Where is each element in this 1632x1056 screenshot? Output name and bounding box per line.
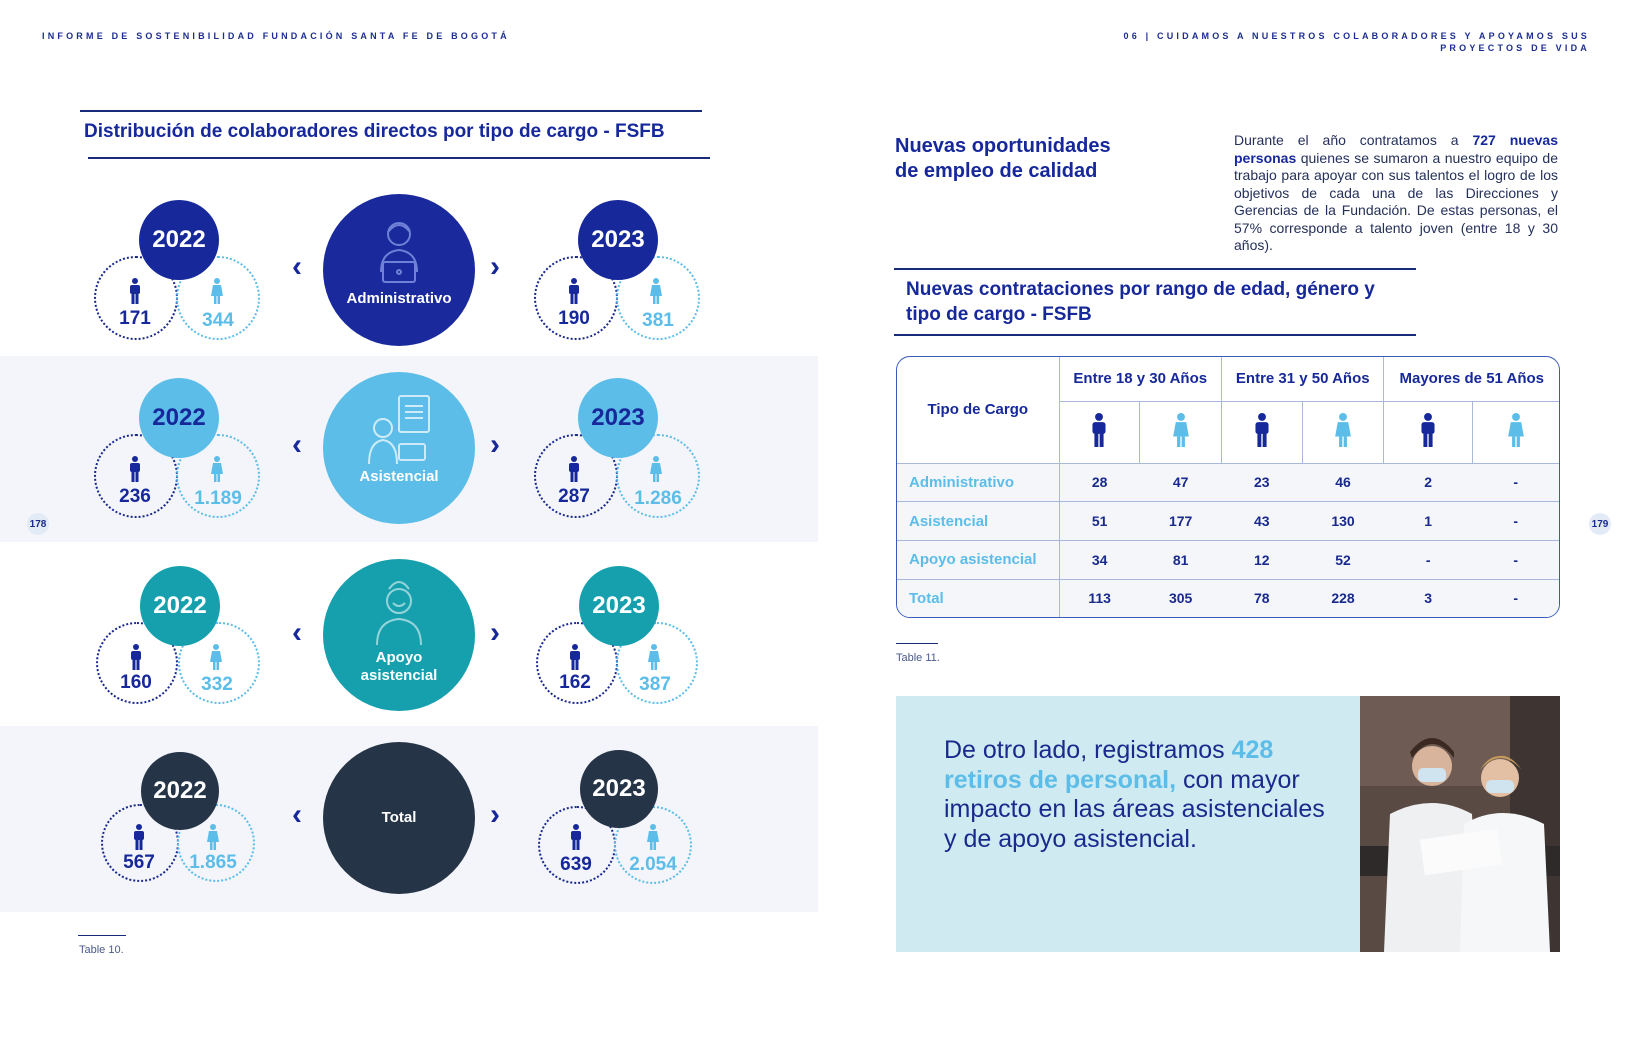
chevron-left-icon: ‹ — [292, 428, 302, 461]
title-rule-top — [80, 110, 702, 112]
callout-pre: De otro lado, registramos — [944, 736, 1232, 764]
support-worker-icon — [359, 573, 439, 653]
callout-text — [944, 736, 1334, 854]
category-circle-apoyo-asistencial — [323, 559, 475, 711]
para-post: quienes se sumaron a nuestro equipo de trabajo para apoyar con sus talentos el logro de los objetivos de cada una de las Direcciones y Gerencias de la Fundación. De estas personas, el 57% corresponde a talento joven (entre 18 y 30 años). — [1234, 149, 1558, 253]
count-2022-female: 1.189 — [194, 488, 242, 509]
table-title — [906, 277, 1375, 327]
row-label: Asistencial — [897, 502, 1059, 541]
table-cell: 46 — [1302, 463, 1384, 502]
table-cell: 78 — [1254, 590, 1270, 607]
para-bold: 727 nuevas personas — [1234, 132, 1558, 166]
hiring-table — [896, 356, 1560, 618]
female-figure-icon — [1140, 401, 1222, 463]
intro-paragraph — [1234, 132, 1558, 255]
female-figure-icon — [209, 278, 225, 304]
page-number-right: 179 — [1589, 513, 1611, 535]
title-rule-bottom — [88, 157, 710, 159]
row-label: Apoyo asistencial — [897, 541, 1059, 580]
count-2022-male: 171 — [119, 308, 151, 329]
table-cell: 28 — [1059, 463, 1140, 502]
table-cell: 1 — [1384, 502, 1472, 541]
male-figure-icon — [131, 824, 147, 850]
table-cell: 228 — [1331, 590, 1355, 607]
running-header-right — [1070, 30, 1590, 54]
count-2023-male: 190 — [558, 308, 590, 329]
category-label: Administrativo — [346, 290, 452, 307]
table-cell: 52 — [1302, 541, 1384, 580]
table-cell: 3 — [1424, 590, 1433, 607]
year-2023-badge: 2023 — [578, 200, 658, 280]
table-cell: 305 — [1168, 590, 1193, 607]
table-cell: - — [1513, 590, 1519, 607]
row-label: Total — [897, 579, 1059, 617]
count-2022-male: 236 — [119, 486, 151, 507]
callout-post: con mayor impacto en las áreas asistenciales y de apoyo asistencial. — [944, 765, 1325, 853]
count-2022-female: 1.865 — [189, 852, 237, 873]
chevron-right-icon: › — [490, 616, 500, 649]
table-row — [897, 579, 1559, 617]
female-figure-icon — [205, 824, 221, 850]
female-figure-icon — [648, 456, 664, 482]
category-label-line2: asistencial — [360, 667, 438, 684]
year-2023-badge: 2023 — [578, 378, 658, 458]
table-cell: 130 — [1302, 502, 1384, 541]
page-number-left: 178 — [27, 513, 49, 535]
count-2022-male: 567 — [123, 852, 155, 873]
year-2023-badge: 2023 — [579, 566, 659, 646]
male-figure-icon — [566, 456, 582, 482]
caption-rule-right — [896, 643, 938, 644]
chevron-left-icon: ‹ — [292, 250, 302, 283]
category-label: Total — [381, 809, 417, 826]
chevron-right-icon: › — [490, 798, 500, 831]
chevron-left-icon: ‹ — [292, 616, 302, 649]
table-title-rule-bottom — [894, 334, 1416, 336]
count-2023-female: 381 — [642, 310, 674, 331]
female-figure-icon — [645, 824, 661, 850]
count-2023-male: 639 — [560, 854, 592, 875]
healthcare-worker-icon — [359, 390, 439, 470]
female-figure-icon — [209, 456, 225, 482]
para-pre: Durante el año contratamos a — [1234, 132, 1473, 148]
count-2023-male: 162 — [559, 672, 591, 693]
col-group-51-plus: Mayores de 51 Años — [1384, 357, 1559, 401]
table-cell: - — [1472, 502, 1559, 541]
table-cell: 23 — [1222, 463, 1303, 502]
male-figure-icon — [566, 278, 582, 304]
retiros-callout — [896, 696, 1360, 952]
table-cell: 81 — [1140, 541, 1222, 580]
col-group-31-50: Entre 31 y 50 Años — [1222, 357, 1384, 401]
table-cell: - — [1472, 541, 1559, 580]
chevron-left-icon: ‹ — [292, 798, 302, 831]
table-cell: 2 — [1384, 463, 1472, 502]
category-label-line1: Apoyo — [375, 649, 423, 666]
male-figure-icon — [128, 644, 144, 670]
table-cell: 34 — [1059, 541, 1140, 580]
office-worker-icon — [359, 212, 439, 292]
male-figure-icon — [567, 644, 583, 670]
healthcare-workers-photo — [1360, 696, 1560, 952]
year-2023-badge: 2023 — [580, 750, 658, 828]
right-section-heading — [895, 134, 1111, 184]
female-figure-icon — [208, 644, 224, 670]
table-10-caption: Table 10. — [79, 944, 124, 956]
table-row — [897, 463, 1559, 502]
count-2022-female: 332 — [201, 674, 233, 695]
year-2022-badge: 2022 — [139, 200, 219, 280]
heading-line1: Nuevas oportunidades — [895, 135, 1111, 157]
female-figure-icon — [648, 278, 664, 304]
female-figure-icon — [1472, 401, 1559, 463]
category-circle-total — [323, 742, 475, 894]
col-group-18-30: Entre 18 y 30 Años — [1059, 357, 1222, 401]
year-2022-badge: 2022 — [139, 378, 219, 458]
male-figure-icon — [127, 456, 143, 482]
table-title-rule-top — [894, 268, 1416, 270]
table-cell: 47 — [1140, 463, 1222, 502]
table-cell: 177 — [1140, 502, 1222, 541]
running-header-left: INFORME DE SOSTENIBILIDAD FUNDACIÓN SANTA FE DE BOGOTÁ — [42, 31, 510, 41]
callout-highlight: 428 retiros de personal, — [944, 736, 1274, 794]
category-circle-asistencial — [323, 372, 475, 524]
count-2022-female: 344 — [202, 310, 234, 331]
table-row — [897, 541, 1559, 580]
male-figure-icon — [1222, 401, 1303, 463]
year-2022-badge: 2022 — [141, 752, 219, 830]
female-figure-icon — [646, 644, 662, 670]
category-circle-administrativo — [323, 194, 475, 346]
year-2022-badge: 2022 — [140, 566, 220, 646]
left-section-title: Distribución de colaboradores directos por tipo de cargo - FSFB — [84, 121, 665, 142]
table-cell: 12 — [1222, 541, 1303, 580]
chevron-right-icon: › — [490, 250, 500, 283]
table-title-line2: tipo de cargo - FSFB — [906, 304, 1092, 325]
table-cell: 113 — [1088, 590, 1111, 607]
male-figure-icon — [1059, 401, 1140, 463]
table-title-line1: Nuevas contrataciones por rango de edad, género y — [906, 279, 1375, 300]
category-label: Asistencial — [359, 468, 439, 485]
chevron-right-icon: › — [490, 428, 500, 461]
count-2023-male: 287 — [558, 486, 590, 507]
male-figure-icon — [568, 824, 584, 850]
row-label: Administrativo — [897, 463, 1059, 502]
heading-line2: de empleo de calidad — [895, 160, 1098, 182]
table-11-caption: Table 11. — [896, 652, 940, 664]
running-header-right-line2: PROYECTOS DE VIDA — [1440, 43, 1590, 53]
col-header-tipo: Tipo de Cargo — [897, 357, 1059, 463]
table-cell: - — [1472, 463, 1559, 502]
table-row — [897, 502, 1559, 541]
count-2022-male: 160 — [120, 672, 152, 693]
male-figure-icon — [127, 278, 143, 304]
caption-rule-left — [78, 935, 126, 936]
count-2023-female: 2.054 — [629, 854, 677, 875]
male-figure-icon — [1384, 401, 1472, 463]
table-cell: 51 — [1059, 502, 1140, 541]
count-2023-female: 387 — [639, 674, 671, 695]
female-figure-icon — [1302, 401, 1384, 463]
table-cell: - — [1384, 541, 1472, 580]
table-cell: 43 — [1222, 502, 1303, 541]
count-2023-female: 1.286 — [634, 488, 682, 509]
running-header-right-line1: 06 | CUIDAMOS A NUESTROS COLABORADORES Y APOYAMOS SUS — [1123, 31, 1590, 41]
